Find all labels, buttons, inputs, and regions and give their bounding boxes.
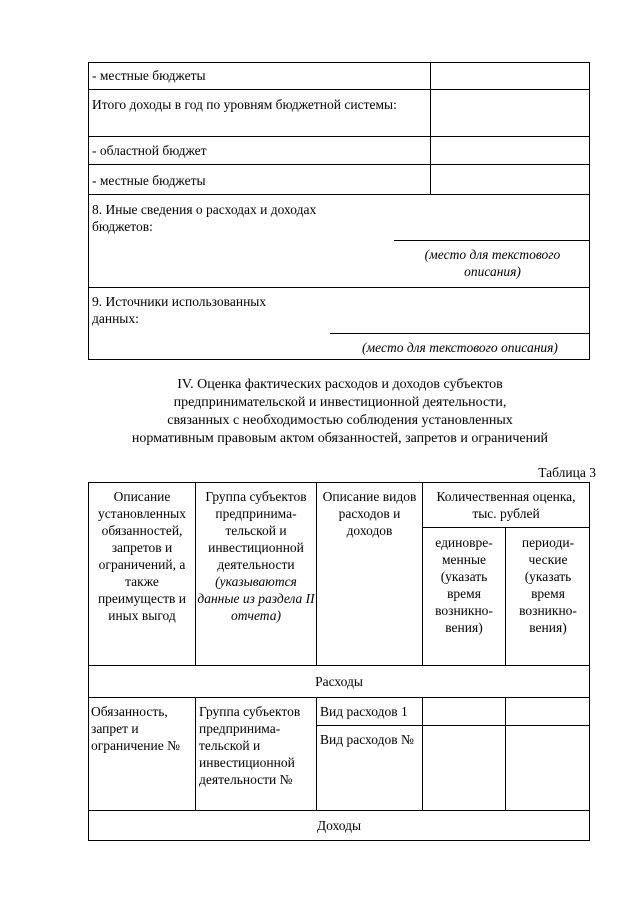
- heading-line: связанных с необходимостью соблюдения установленных: [167, 413, 513, 428]
- section-heading: [60, 376, 620, 448]
- table-label: Таблица 3: [538, 465, 596, 480]
- header-periodic: периоди-ческие (указать время возникно-вения): [519, 535, 577, 635]
- row-local-budgets: - местные бюджеты: [92, 68, 206, 83]
- row-local-budgets-2: - местные бюджеты: [92, 173, 206, 188]
- heading-line: нормативным правовым актом обязанностей, запретов и ограничений: [131, 431, 549, 446]
- header-group-note: (указываются данные из раздела II отчета): [197, 574, 315, 623]
- section9-placeholder: (место для текстового описания): [362, 340, 558, 355]
- row-expense-n: Вид расходов №: [320, 732, 414, 747]
- header-quantitative: Количественная оценка, тыс. рублей: [436, 489, 576, 521]
- header-group: [197, 488, 315, 624]
- header-group-text: Группа субъектов предпринима-тельской и инвестиционной деятельности: [205, 489, 307, 572]
- row-regional-budget: - областной бюджет: [92, 143, 207, 158]
- heading-line: предпринимательской и инвестиционной деятельности,: [173, 395, 507, 410]
- section-expenses: Расходы: [315, 674, 363, 689]
- heading-line: IV. Оценка фактических расходов и доходов субъектов: [177, 377, 503, 392]
- header-description: Описание установленных обязанностей, запретов и ограничений, а также преимуществ и иных выгод: [97, 489, 187, 623]
- section-income: Доходы: [316, 818, 362, 833]
- section9-label: 9. Источники использованных данных:: [92, 294, 267, 326]
- header-types: Описание видов расходов и доходов: [322, 489, 417, 538]
- section8-placeholder: (место для текстового описания): [424, 247, 561, 279]
- row-obligation: Обязанность, запрет и ограничение №: [91, 704, 180, 753]
- row-group: Группа субъектов предпринима-тельской и инвестиционной деятельности №: [199, 704, 301, 787]
- header-one-time: единовре-менные (указать время возникно-вения): [435, 535, 493, 635]
- section8-label: 8. Иные сведения о расходах и доходах бюджетов:: [92, 202, 317, 234]
- row-total-income: Итого доходы в год по уровням бюджетной системы:: [92, 97, 397, 112]
- row-expense-1: Вид расходов 1: [320, 704, 408, 719]
